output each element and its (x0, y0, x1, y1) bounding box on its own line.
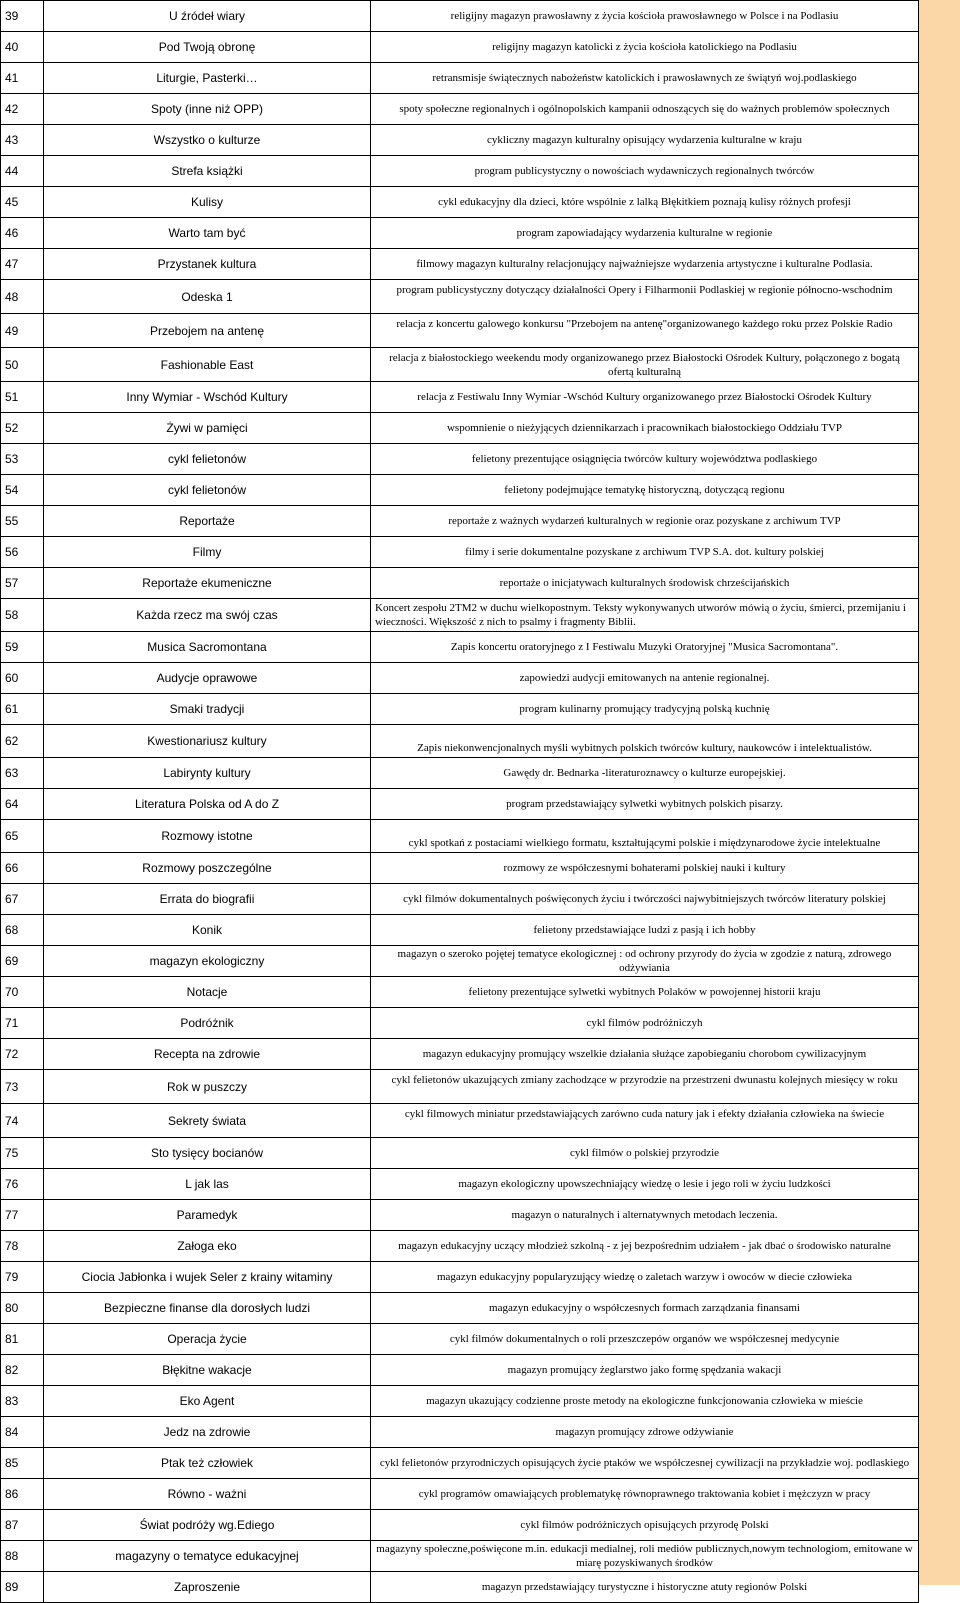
program-description: cykl filmów podróżniczych opisujących przyrodę Polski (371, 1510, 919, 1541)
table-row (1, 1231, 919, 1262)
row-number: 82 (1, 1355, 44, 1386)
program-title: Błękitne wakacje (44, 1355, 371, 1386)
program-description: Gawędy dr. Bednarka -literaturoznawcy o kulturze europejskiej. (371, 758, 919, 789)
program-title: U źródeł wiary (44, 1, 371, 32)
table-row (1, 853, 919, 884)
table-row (1, 1324, 919, 1355)
row-number: 79 (1, 1262, 44, 1293)
row-number: 80 (1, 1293, 44, 1324)
row-number: 85 (1, 1448, 44, 1479)
program-title: Świat podróży wg.Ediego (44, 1510, 371, 1541)
program-description: magazyn ekologiczny upowszechniający wiedzę o lesie i jego roli w życiu ludzkości (371, 1169, 919, 1200)
table-row (1, 1070, 919, 1104)
table-row (1, 599, 919, 632)
table-row (1, 444, 919, 475)
program-title: Równo - ważni (44, 1479, 371, 1510)
program-description: magazyn edukacyjny o współczesnych formach zarządzania finansami (371, 1293, 919, 1324)
program-description: cykl filmów dokumentalnych poświęconych życiu i twórczości najwybitniejszych twórców literatury polskiej (371, 884, 919, 915)
program-description: program publicystyczny dotyczący działalności Opery i Filharmonii Podlaskiej w regionie północno-wschodnim (371, 280, 919, 314)
program-title: Warto tam być (44, 218, 371, 249)
table-row (1, 1510, 919, 1541)
program-title: Smaki tradycji (44, 694, 371, 725)
program-title: Musica Sacromontana (44, 632, 371, 663)
program-title: Żywi w pamięci (44, 413, 371, 444)
table-row (1, 382, 919, 413)
table-row (1, 568, 919, 599)
row-number: 42 (1, 94, 44, 125)
program-description: filmy i serie dokumentalne pozyskane z archiwum TVP S.A. dot. kultury polskiej (371, 537, 919, 568)
program-description: cykl filmów dokumentalnych o roli przeszczepów organów we współczesnej medycynie (371, 1324, 919, 1355)
program-description: magazyn o naturalnych i alternatywnych metodach leczenia. (371, 1200, 919, 1231)
program-title: Reportaże (44, 506, 371, 537)
program-title: Odeska 1 (44, 280, 371, 314)
row-number: 58 (1, 599, 44, 632)
row-number: 59 (1, 632, 44, 663)
row-number: 71 (1, 1008, 44, 1039)
row-number: 55 (1, 506, 44, 537)
program-title: Labirynty kultury (44, 758, 371, 789)
table-row (1, 249, 919, 280)
row-number: 56 (1, 537, 44, 568)
table-row (1, 1355, 919, 1386)
program-description: filmowy magazyn kulturalny relacjonujący najważniejsze wydarzenia artystyczne i kulturalne Podlasia. (371, 249, 919, 280)
program-table-body (1, 1, 919, 1603)
row-number: 77 (1, 1200, 44, 1231)
row-number: 67 (1, 884, 44, 915)
row-number: 76 (1, 1169, 44, 1200)
program-description: magazyny społeczne,poświęcone m.in. edukacji medialnej, roli mediów publicznych,nowym technologiom, emitowane w miarę pozyskiwanych środków (371, 1541, 919, 1572)
program-description: magazyn promujący zdrowe odżywianie (371, 1417, 919, 1448)
program-title: Załoga eko (44, 1231, 371, 1262)
table-row (1, 1039, 919, 1070)
table-row (1, 632, 919, 663)
table-row (1, 218, 919, 249)
table-row (1, 1, 919, 32)
program-description: relacja z koncertu galowego konkursu "Przebojem na antenę"organizowanego każdego roku przez Polskie Radio (371, 314, 919, 348)
program-description: magazyn ukazujący codzienne proste metody na ekologiczne funkcjonowania człowieka w mieście (371, 1386, 919, 1417)
table-row (1, 758, 919, 789)
program-description: magazyn edukacyjny popularyzujący wiedzę o zaletach warzyw i owoców w diecie człowieka (371, 1262, 919, 1293)
program-description: Zapis niekonwencjonalnych myśli wybitnych polskich twórców kultury, naukowców i intelektualistów. (371, 725, 919, 758)
program-description: cykl spotkań z postaciami wielkiego formatu, kształtującymi polskie i międzynarodowe życie intelektualne (371, 820, 919, 853)
program-description: religijny magazyn prawosławny z życia kościoła prawosławnego w Polsce i na Podlasiu (371, 1, 919, 32)
table-row (1, 156, 919, 187)
program-description: spoty społeczne regionalnych i ogólnopolskich kampanii odnoszących się do ważnych problemów społecznych (371, 94, 919, 125)
table-row (1, 725, 919, 758)
table-row (1, 1138, 919, 1169)
program-description: relacja z Festiwalu Inny Wymiar -Wschód Kultury organizowanego przez Białostocki Ośrodek Kultury (371, 382, 919, 413)
row-number: 89 (1, 1572, 44, 1603)
row-number: 69 (1, 946, 44, 977)
program-description: cykl filmów o polskiej przyrodzie (371, 1138, 919, 1169)
row-number: 48 (1, 280, 44, 314)
program-title: cykl felietonów (44, 444, 371, 475)
program-description: magazyn promujący żeglarstwo jako formę spędzania wakacji (371, 1355, 919, 1386)
row-number: 57 (1, 568, 44, 599)
row-number: 51 (1, 382, 44, 413)
table-row (1, 1386, 919, 1417)
table-row (1, 537, 919, 568)
program-description: cykl programów omawiających problematykę równoprawnego traktowania kobiet i mężczyzn w pracy (371, 1479, 919, 1510)
program-title: Sto tysięcy bocianów (44, 1138, 371, 1169)
row-number: 73 (1, 1070, 44, 1104)
program-title: Pod Twoją obronę (44, 32, 371, 63)
table-row (1, 663, 919, 694)
program-description: magazyn edukacyjny promujący wszelkie działania służące zapobieganiu chorobom cywilizacyjnym (371, 1039, 919, 1070)
row-number: 78 (1, 1231, 44, 1262)
program-title: Spoty (inne niż OPP) (44, 94, 371, 125)
program-title: Reportaże ekumeniczne (44, 568, 371, 599)
row-number: 47 (1, 249, 44, 280)
table-row (1, 1541, 919, 1572)
program-title: Kulisy (44, 187, 371, 218)
table-row (1, 413, 919, 444)
program-description: cykl edukacyjny dla dzieci, które wspólnie z lalką Błękitkiem poznają kulisy różnych profesji (371, 187, 919, 218)
table-row (1, 694, 919, 725)
row-number: 52 (1, 413, 44, 444)
program-description: cykl felietonów ukazujących zmiany zachodzące w przyrodzie na przestrzeni dwunastu kolejnych miesięcy w roku (371, 1070, 919, 1104)
program-title: Wszystko o kulturze (44, 125, 371, 156)
table-row (1, 1008, 919, 1039)
program-description: magazyn przedstawiający turystyczne i historyczne atuty regionów Polski (371, 1572, 919, 1603)
program-description: relacja z białostockiego weekendu mody organizowanego przez Białostocki Ośrodek Kultury, połączonego z bogatą ofertą kulturalną (371, 348, 919, 382)
table-row (1, 475, 919, 506)
table-row (1, 820, 919, 853)
program-description: cykl filmowych miniatur przedstawiających zarówno cuda natury jak i efekty działania człowieka na świecie (371, 1104, 919, 1138)
program-title: Operacja życie (44, 1324, 371, 1355)
program-title: Liturgie, Pasterki… (44, 63, 371, 94)
program-title: Eko Agent (44, 1386, 371, 1417)
program-description: cykl felietonów przyrodniczych opisujących życie ptaków we współczesnej cywilizacji na przykładzie woj. podlaskiego (371, 1448, 919, 1479)
program-title: Strefa książki (44, 156, 371, 187)
program-description: program zapowiadający wydarzenia kulturalne w regionie (371, 218, 919, 249)
program-description: reportaże z ważnych wydarzeń kulturalnych w regionie oraz pozyskane z archiwum TVP (371, 506, 919, 537)
program-title: magazyny o tematyce edukacyjnej (44, 1541, 371, 1572)
program-title: Każda rzecz ma swój czas (44, 599, 371, 632)
program-title: Kwestionariusz kultury (44, 725, 371, 758)
table-row (1, 94, 919, 125)
table-row (1, 946, 919, 977)
program-title: Inny Wymiar - Wschód Kultury (44, 382, 371, 413)
row-number: 68 (1, 915, 44, 946)
row-number: 63 (1, 758, 44, 789)
program-title: Literatura Polska od A do Z (44, 789, 371, 820)
row-number: 70 (1, 977, 44, 1008)
program-description: program przedstawiający sylwetki wybitnych polskich pisarzy. (371, 789, 919, 820)
program-title: Ciocia Jabłonka i wujek Seler z krainy witaminy (44, 1262, 371, 1293)
program-description: program kulinarny promujący tradycyjną polską kuchnię (371, 694, 919, 725)
program-description: retransmisje świątecznych nabożeństw katolickich i prawosławnych ze świątyń woj.podlaskiego (371, 63, 919, 94)
row-number: 65 (1, 820, 44, 853)
program-title: Paramedyk (44, 1200, 371, 1231)
row-number: 54 (1, 475, 44, 506)
program-description: cykliczny magazyn kulturalny opisujący wydarzenia kulturalne w kraju (371, 125, 919, 156)
program-title: Ptak też człowiek (44, 1448, 371, 1479)
program-title: Przebojem na antenę (44, 314, 371, 348)
row-number: 50 (1, 348, 44, 382)
row-number: 72 (1, 1039, 44, 1070)
program-title: L jak las (44, 1169, 371, 1200)
row-number: 64 (1, 789, 44, 820)
table-row (1, 63, 919, 94)
program-description: felietony prezentujące sylwetki wybitnych Polaków w powojennej historii kraju (371, 977, 919, 1008)
program-title: Bezpieczne finanse dla dorosłych ludzi (44, 1293, 371, 1324)
row-number: 86 (1, 1479, 44, 1510)
row-number: 53 (1, 444, 44, 475)
row-number: 87 (1, 1510, 44, 1541)
table-row (1, 1104, 919, 1138)
table-row (1, 125, 919, 156)
table-row (1, 348, 919, 382)
program-description: felietony podejmujące tematykę historyczną, dotyczącą regionu (371, 475, 919, 506)
row-number: 39 (1, 1, 44, 32)
row-number: 45 (1, 187, 44, 218)
table-row (1, 1293, 919, 1324)
program-description: felietony przedstawiające ludzi z pasją i ich hobby (371, 915, 919, 946)
program-description: reportaże o inicjatywach kulturalnych środowisk chrześcijańskich (371, 568, 919, 599)
table-row (1, 1448, 919, 1479)
row-number: 40 (1, 32, 44, 63)
row-number: 43 (1, 125, 44, 156)
table-row (1, 884, 919, 915)
program-description: magazyn edukacyjny uczący młodzież szkolną - z jej bezpośrednim udziałem - jak dbać o środowisko naturalne (371, 1231, 919, 1262)
program-title: Jedz na zdrowie (44, 1417, 371, 1448)
program-title: magazyn ekologiczny (44, 946, 371, 977)
table-row (1, 280, 919, 314)
program-title: Rok w puszczy (44, 1070, 371, 1104)
program-description: zapowiedzi audycji emitowanych na antenie regionalnej. (371, 663, 919, 694)
row-number: 61 (1, 694, 44, 725)
program-title: Konik (44, 915, 371, 946)
program-title: Audycje oprawowe (44, 663, 371, 694)
row-number: 84 (1, 1417, 44, 1448)
table-row (1, 1169, 919, 1200)
table-row (1, 1479, 919, 1510)
row-number: 88 (1, 1541, 44, 1572)
program-title: cykl felietonów (44, 475, 371, 506)
program-title: Sekrety świata (44, 1104, 371, 1138)
table-row (1, 977, 919, 1008)
program-title: Zaproszenie (44, 1572, 371, 1603)
side-color-strip (918, 0, 960, 1585)
table-row (1, 789, 919, 820)
row-number: 41 (1, 63, 44, 94)
row-number: 75 (1, 1138, 44, 1169)
table-row (1, 1417, 919, 1448)
program-description: Zapis koncertu oratoryjnego z I Festiwalu Muzyki Oratoryjnej "Musica Sacromontana". (371, 632, 919, 663)
table-row (1, 1572, 919, 1603)
table-row (1, 1200, 919, 1231)
row-number: 74 (1, 1104, 44, 1138)
program-title: Errata do biografii (44, 884, 371, 915)
program-description: program publicystyczny o nowościach wydawniczych regionalnych twórców (371, 156, 919, 187)
program-title: Rozmowy istotne (44, 820, 371, 853)
program-title: Filmy (44, 537, 371, 568)
program-title: Fashionable East (44, 348, 371, 382)
program-title: Przystanek kultura (44, 249, 371, 280)
row-number: 60 (1, 663, 44, 694)
row-number: 62 (1, 725, 44, 758)
table-row (1, 506, 919, 537)
row-number: 46 (1, 218, 44, 249)
program-description: magazyn o szeroko pojętej tematyce ekologicznej : od ochrony przyrody do życia w zgodzie z naturą, zdrowego odżywiania (371, 946, 919, 977)
table-row (1, 1262, 919, 1293)
table-row (1, 915, 919, 946)
program-title: Rozmowy poszczególne (44, 853, 371, 884)
program-title: Notacje (44, 977, 371, 1008)
row-number: 83 (1, 1386, 44, 1417)
program-title: Podróżnik (44, 1008, 371, 1039)
program-description: felietony prezentujące osiągnięcia twórców kultury województwa podlaskiego (371, 444, 919, 475)
row-number: 66 (1, 853, 44, 884)
program-description: cykl filmów podróżniczyh (371, 1008, 919, 1039)
row-number: 81 (1, 1324, 44, 1355)
table-row (1, 187, 919, 218)
table-row (1, 314, 919, 348)
program-description: Koncert zespołu 2TM2 w duchu wielkopostnym. Teksty wykonywanych utworów mówią o życiu, śmierci, przemijaniu i wieczności. Większość z nich to psalmy i fragmenty Biblii. (371, 599, 919, 632)
program-title: Recepta na zdrowie (44, 1039, 371, 1070)
row-number: 49 (1, 314, 44, 348)
table-row (1, 32, 919, 63)
row-number: 44 (1, 156, 44, 187)
program-description: wspomnienie o nieżyjących dziennikarzach i pracownikach białostockiego Oddziału TVP (371, 413, 919, 444)
program-description: religijny magazyn katolicki z życia kościoła katolickiego na Podlasiu (371, 32, 919, 63)
program-description: rozmowy ze współczesnymi bohaterami polskiej nauki i kultury (371, 853, 919, 884)
